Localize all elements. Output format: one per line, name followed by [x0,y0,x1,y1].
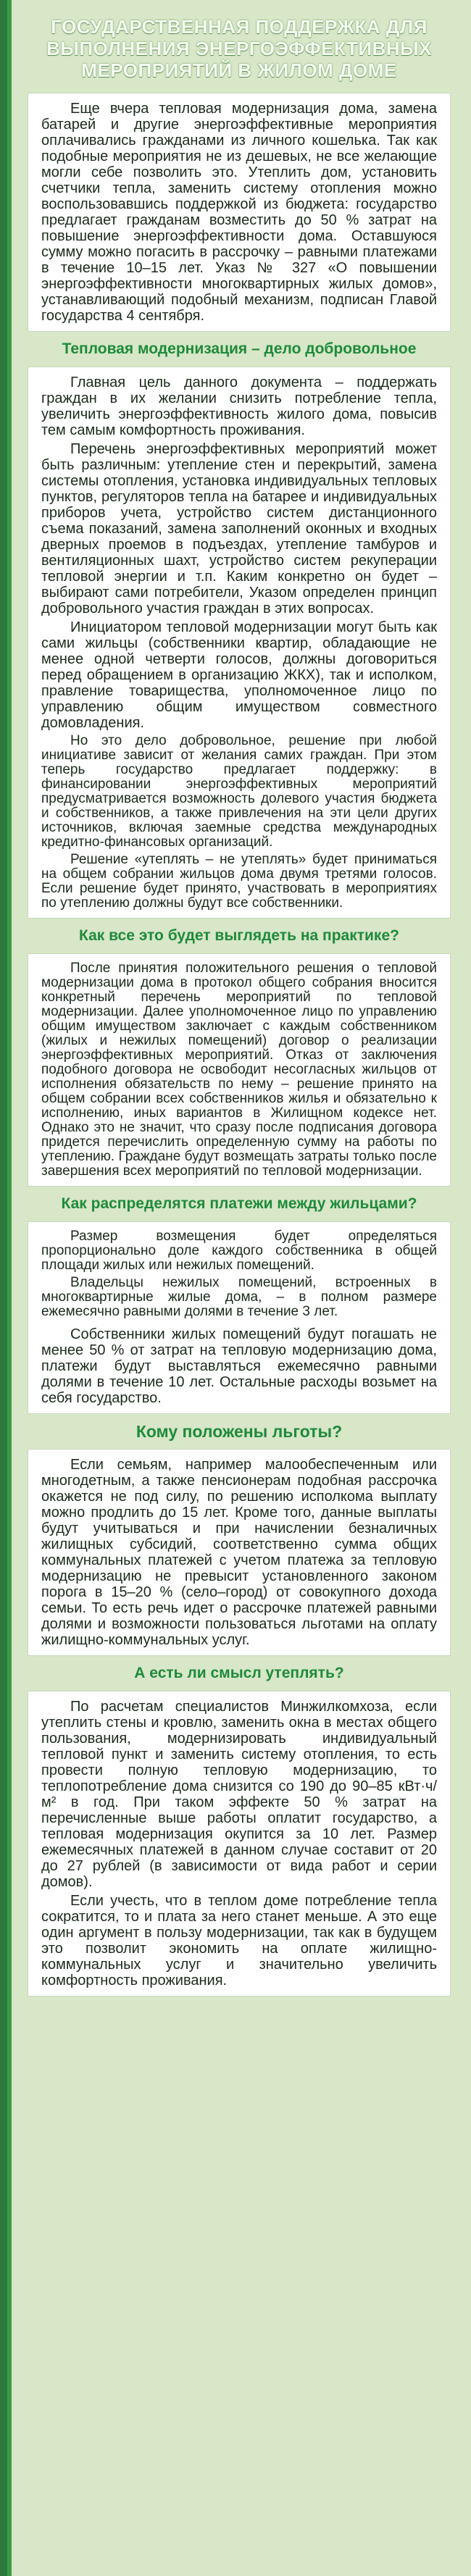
paragraph: Перечень энергоэффективных мероприятий может быть различным: утепление стен и перекрытий, замена системы отопления, установка индивидуальных тепловых пунктов, регуляторов тепла на батарее и индивидуальных приборов учета, устройство систем дистанционного съема показаний, замена заполнений оконных и входных дверных проемов в подъездах, утепление тамбуров и вентиляционных шахт, устройство систем рекуперации тепловой энергии и т.п. Каким конкретно он будет – выбирают сами потребители, Указом определен принцип добровольного участия граждан в этих вопросах. [41,441,437,616]
paragraph: Размер возмещения будет определяться пропорционально доле каждого собственника в общей площади жилых или нежилых помещений. [41,1229,437,1273]
section-box-voluntary [28,367,451,919]
page-title: ГОСУДАРСТВЕННАЯ ПОДДЕРЖКА ДЛЯ ВЫПОЛНЕНИЯ ЭНЕРГОЭФФЕКТИВНЫХ МЕРОПРИЯТИЙ В ЖИЛОМ ДОМЕ [46,16,432,81]
section-box-worth [28,1691,451,1996]
section-heading-worth: А есть ли смысл утеплять? [134,1665,344,1681]
intro-box [28,93,451,332]
paragraph: Собственники жилых помещений будут погашать не менее 50 % от затрат на тепловую модернизацию дома, платежи будут выставляться ежемесячно равными долями в течение 10 лет. Остальные расходы возьмет на себя государство. [41,1326,437,1406]
paragraph: Решение «утеплять – не утеплять» будет приниматься на общем собрании жильцов дома двумя третями голосов. Если решение будет принято, участвовать в мероприятиях по утеплению должны будут все собственники. [41,852,437,911]
section-heading-voluntary: Тепловая модернизация – дело добровольное [62,340,417,357]
paragraph: Если семьям, например малообеспеченным или многодетным, а также пенсионерам подобная рассрочка окажется не под силу, по решению исполкома выплату можно продлить до 15 лет. Кроме того, данные выплаты будут учитываться и при начислении безналичных жилищных субсидий, соответственно сумма общих коммунальных платежей с учетом платежа за тепловую модернизацию не превысит установленного законом порога в 15–20 % (село–город) от совокупного дохода семьи. То есть речь идет о рассрочке платежей равными долями и возможности пользоваться льготами на оплату жилищно-коммунальных услуг. [41,1457,437,1648]
paragraph: По расчетам специалистов Минжилкомхоза, если утеплить стены и кровлю, заменить окна в местах общего пользования, модернизировать индивидуальный тепловой пункт и заменить систему отопления, то есть провести полную тепловую модернизацию, то теплопотребление дома снизится со 190 до 90–85 кВт·ч/м² в год. При таком эффекте 50 % затрат на перечисленные выше работы оплатит государство, а тепловая модернизация окупится за 10 лет. Размер ежемесячных платежей в данном случае составит от 20 до 27 рублей (в зависимости от вида работ и серии домов). [41,1699,437,1890]
paragraph: После принятия положительного решения о тепловой модернизации дома в протокол общего собрания вносится конкретный перечень мероприятий по тепловой модернизации. Далее уполномоченное лицо по управлению общим имуществом заключает с каждым собственником (жилых и нежилых помещений) договор о реализации энергоэффективных мероприятий. Отказ от заключения подобного договора не освободит несогласных жильцов от исполнения обязательств по нему – решение принято на общем собрании всех собственников жилья и обязательно к исполнению, иных вариантов в Жилищном кодексе нет. Однако это не значит, что сразу после подписания договора придется перечислить определенную сумму на работы по утеплению. Граждане будут возмещать затраты только после завершения всех мероприятий по тепловой модернизации. [41,961,437,1179]
intro-paragraph: Еще вчера тепловая модернизация дома, замена батарей и другие энергоэффективные мероприятия оплачивались гражданами из личного кошелька. Так как подобные мероприятия не из дешевых, не все желающие могли себе позволить это. Утеплить дом, установить счетчики тепла, заменить систему отопления можно воспользовавшись поддержкой из бюджета: государство предлагает гражданам возместить до 50 % затрат на повышение энергоэффективности дома. Оставшуюся сумму можно погасить в рассрочку – равными платежами в течение 10–15 лет. Указ № 327 «О повышении энергоэффективности многоквартирных жилых домов», устанавливающий подобный механизм, подписан Главой государства 4 сентября. [41,101,437,324]
section-box-benefits [28,1449,451,1656]
paragraph: Но это дело добровольное, решение при любой инициативе зависит от желания самих граждан. При этом теперь государство предлагает поддержку: в финансировании энергоэффективных мероприятий предусматривается возможность долевого участия бюджета и собственников, а также привлечения на эти цели других источников, включая заемные средства международных кредитно-финансовых организаций. [41,733,437,850]
paragraph: Главная цель данного документа – поддержать граждан в их желании снизить потребление тепла, увеличить энергоэффективность жилого дома, повысив тем самым комфортность проживания. [41,375,437,438]
section-box-practice [28,953,451,1187]
paragraph: Инициатором тепловой модернизации могут быть как сами жильцы (собственники квартир, обладающие не менее одной четверти голосов, должны договориться перед обращением в организацию ЖКХ), так и исполком, правление товарищества, уполномоченное лицо по управлению общим имуществом совместного домовладения. [41,619,437,731]
paragraph: Владельцы нежилых помещений, встроенных в многоквартирные жилые дома, – в полном размере ежемесячно равными долями в течение 3 лет. [41,1275,437,1319]
section-box-payments [28,1221,451,1414]
paragraph: Если учесть, что в теплом доме потребление тепла сократится, то и плата за него станет меньше. А это еще один аргумент в пользу модернизации, так как в будущем это позволит экономить на оплате жилищно-коммунальных услуг и значительно увеличить комфортность проживания. [41,1893,437,1989]
section-heading-benefits: Кому положены льготы? [136,1422,343,1441]
section-heading-payments: Как распределятся платежи между жильцами? [61,1195,417,1212]
section-heading-practice: Как все это будет выглядеть на практике? [79,927,399,944]
